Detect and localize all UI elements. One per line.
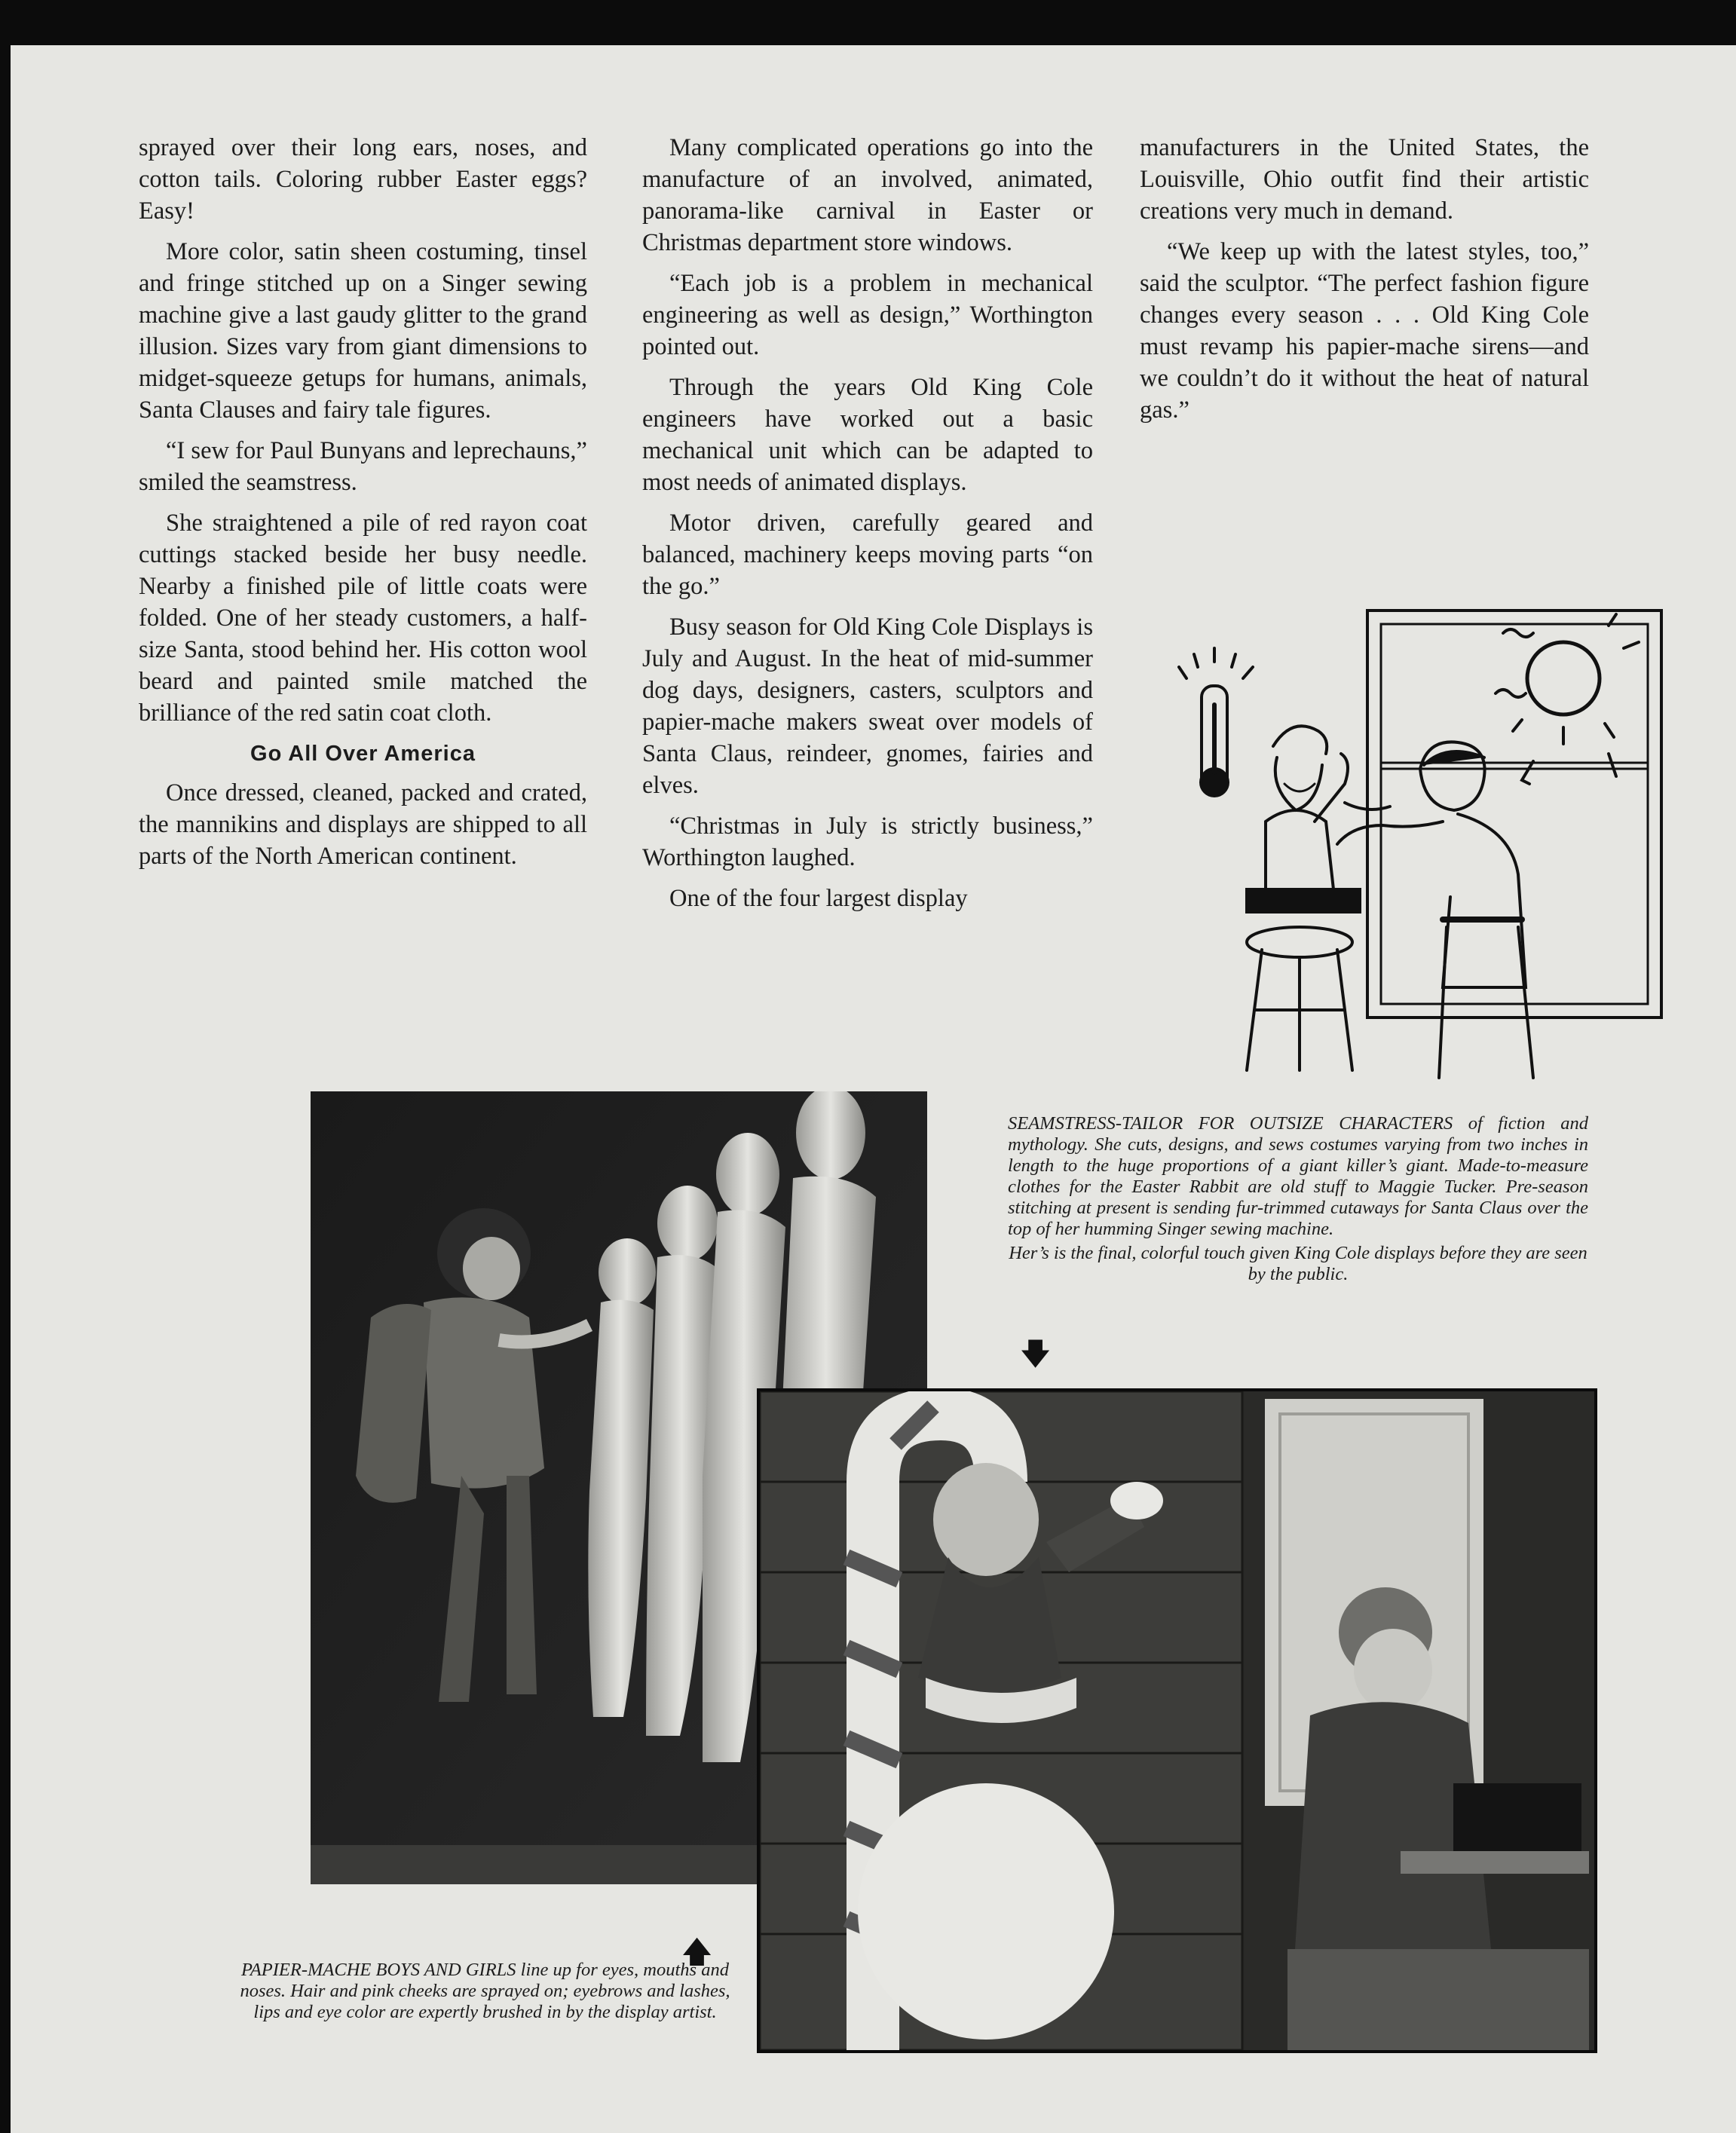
sculptor-cartoon-illustration [1141,573,1669,1085]
paragraph: Once dressed, cleaned, packed and crated, the mannikins and displays are shipped to all parts of the North American continent. [139,779,587,870]
magazine-page [11,45,1736,2133]
text-column-1 [139,132,587,881]
paragraph: One of the four largest display [669,885,968,912]
paragraph: Through the years Old King Cole engineers have worked out a basic mechanical unit which can be adapted to most needs of animated displays. [642,374,1093,496]
paragraph: More color, satin sheen costuming, tinsel and fringe stitched up on a Singer sewing machine give a last gaudy glitter to the grand illusion. Sizes vary from giant dimensions to midget-squeeze getups for humans, animals, Santa Clauses and fairy tale figures. [139,238,587,424]
caption-text: SEAMSTRESS-TAILOR FOR OUTSIZE CHARACTERS of fiction and mythology. She cuts, designs, and sews costumes varying from two inches in length to the huge proportions of a giant killer’s giant. Made-to-measure clothes for the Easter Rabbit are old stuff to Maggie Tucker. Pre-season stitching at present is sending fur-trimmed cutaways for Santa Claus over the top of her humming Singer sewing machine. [1008,1113,1588,1239]
arrow-up-icon: 🡅 [681,1935,713,1969]
text-column-3 [1140,132,1589,435]
paragraph: manufacturers in the United States, the Louisville, Ohio outfit find their artistic creations very much in demand. [1140,134,1589,225]
paragraph: She straightened a pile of red rayon coat cuttings stacked beside her busy needle. Nearby a finished pile of little coats were folded. One of her steady customers, a half-size Santa, stood behind her. His cotton wool beard and painted smile matched the brilliance of the red satin coat cloth. [139,510,587,727]
paragraph: “Christmas in July is strictly business,” Worthington laughed. [642,812,1093,871]
section-subheading: Go All Over America [250,742,476,766]
paragraph: sprayed over their long ears, noses, and cotton tails. Coloring rubber Easter eggs? Easy! [139,134,587,225]
paragraph: “I sew for Paul Bunyans and leprechauns,” smiled the seamstress. [139,437,587,496]
arrow-down-icon: 🡇 [1020,1337,1052,1372]
paragraph: Busy season for Old King Cole Displays is July and August. In the heat of mid-summer dog days, designers, casters, sculptors and papier-mache makers sweat over models of Santa Claus, reindeer, gnomes, fairies and elves. [642,614,1093,799]
caption-papier-mache [234,1960,736,2026]
caption-text: PAPIER-MACHE BOYS AND GIRLS line up for eyes, mouths and noses. Hair and pink cheeks are sprayed on; eyebrows and lashes, lips and eye color are expertly brushed in by the display artist. [240,1960,730,2022]
photo-seamstress-santa [757,1388,1597,2053]
paragraph: Many complicated operations go into the manufacture of an involved, animated, panorama-like carnival in Easter or Christmas department store windows. [642,134,1093,256]
caption-seamstress [1008,1113,1588,1288]
paragraph: “We keep up with the latest styles, too,” said the sculptor. “The perfect fashion figure changes every season . . . Old King Cole must revamp his papier-mache sirens—and we couldn’t do it without the heat of natural gas.” [1140,238,1589,424]
paragraph: “Each job is a problem in mechanical engineering as well as design,” Worthington pointed out. [642,270,1093,360]
paragraph: Motor driven, carefully geared and balanced, machinery keeps moving parts “on the go.” [642,510,1093,600]
caption-text: Her’s is the final, colorful touch given King Cole displays before they are seen by the public. [1009,1243,1588,1284]
text-column-2 [642,132,1093,923]
